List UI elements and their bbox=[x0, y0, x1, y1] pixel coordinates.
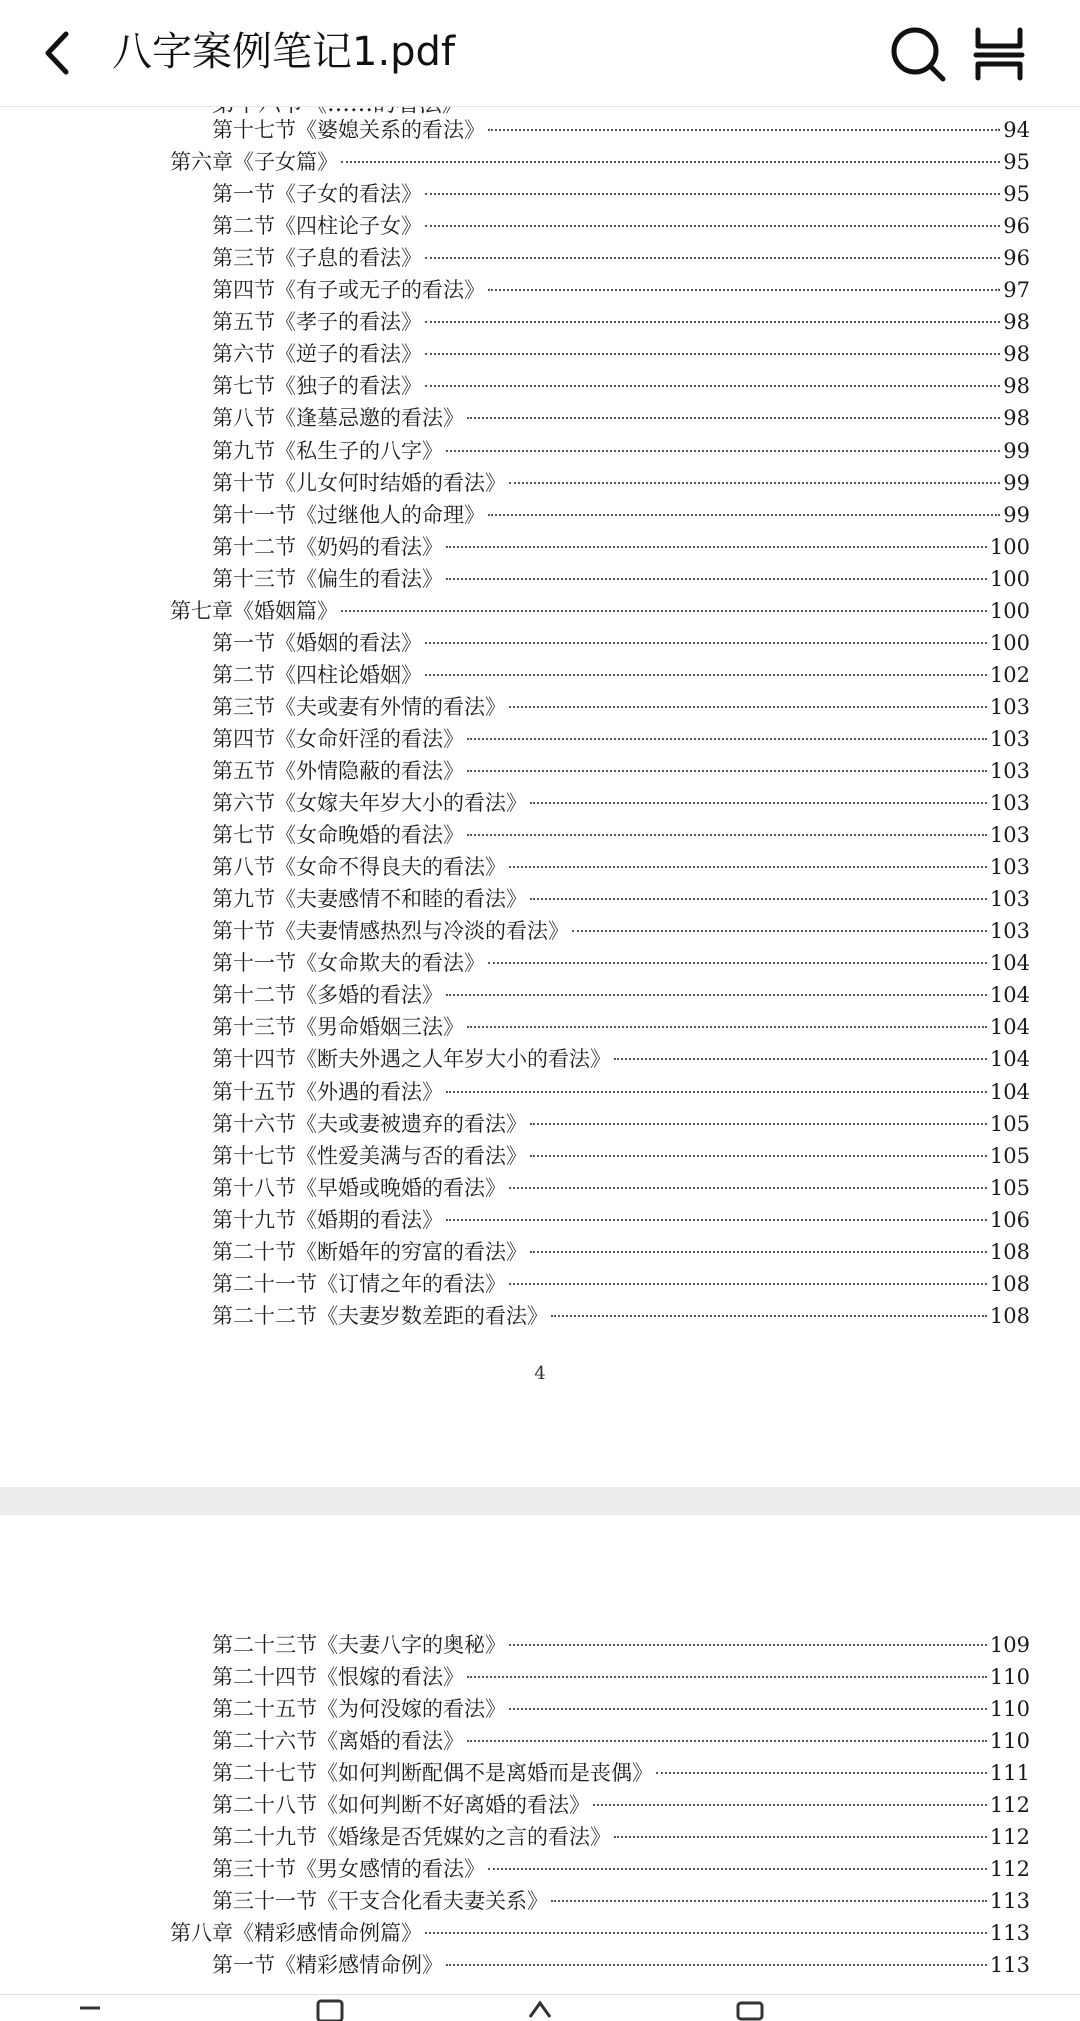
toc-entry-page-number: 103 bbox=[989, 759, 1030, 783]
toc-entry-label: 第十一节《女命欺夫的看法》 bbox=[212, 951, 485, 976]
toc-section-entry[interactable] bbox=[212, 467, 1030, 499]
toc-entry-page-number: 105 bbox=[989, 1143, 1030, 1168]
toc-leader-dots bbox=[530, 1251, 987, 1253]
toc-leader-dots bbox=[446, 546, 987, 548]
toc-entry-label: 第二十节《断婚年的穷富的看法》 bbox=[212, 1239, 527, 1264]
toc-entry-page-number: 108 bbox=[989, 1239, 1030, 1264]
toc-leader-dots bbox=[572, 930, 987, 932]
toc-leader-dots bbox=[509, 866, 987, 868]
toc-entry-page-number: 103 bbox=[989, 791, 1030, 816]
toc-leader-dots bbox=[551, 1900, 987, 1902]
toc-entry-page-number: 100 bbox=[989, 598, 1030, 623]
chevron-left-icon bbox=[34, 28, 84, 78]
toc-entry-page-number: 110 bbox=[989, 1729, 1030, 1753]
toc-entry-label: 第三节《子息的看法》 bbox=[212, 246, 422, 271]
toc-entry-page-number: 98 bbox=[1003, 406, 1030, 431]
toc-entry-label: 第一节《婚姻的看法》 bbox=[212, 630, 422, 655]
toc-entry-label: 第六节《女嫁夫年岁大小的看法》 bbox=[212, 791, 527, 816]
toc-entry-page-number: 100 bbox=[989, 534, 1030, 559]
toc-chapter-entry[interactable] bbox=[170, 146, 1030, 178]
toc-entry-label: 第二十四节《恨嫁的看法》 bbox=[212, 1665, 464, 1689]
toc-leader-dots bbox=[425, 353, 1000, 355]
toc-leader-dots bbox=[425, 674, 987, 676]
toc-entry-page-number: 113 bbox=[989, 1889, 1030, 1913]
toc-section-entry[interactable] bbox=[212, 1885, 1030, 1917]
toc-section-entry[interactable] bbox=[212, 1789, 1030, 1821]
toc-entry-page-number: 100 bbox=[989, 630, 1030, 655]
toc-section-entry[interactable] bbox=[212, 1853, 1030, 1885]
page-number: 4 bbox=[534, 1363, 546, 1384]
toc-section-entry[interactable] bbox=[212, 787, 1030, 819]
toc-entry-label: 第十三节《男命婚姻三法》 bbox=[212, 1015, 464, 1040]
toc-entry-page-number: 112 bbox=[989, 1857, 1030, 1881]
toc-entry-page-number: 106 bbox=[989, 1207, 1030, 1232]
toc-leader-dots bbox=[446, 578, 987, 580]
toc-leader-dots bbox=[446, 1091, 987, 1093]
toc-entry-page-number: 103 bbox=[989, 694, 1030, 719]
toc-entry-page-number: 103 bbox=[989, 855, 1030, 880]
toc-section-entry[interactable] bbox=[212, 1821, 1030, 1853]
toc-section-entry[interactable] bbox=[212, 338, 1030, 370]
toc-leader-dots bbox=[530, 898, 987, 900]
toc-leader-dots bbox=[509, 706, 987, 708]
toc-entry-page-number: 102 bbox=[989, 662, 1030, 687]
toc-entry-label: 第二十五节《为何没嫁的看法》 bbox=[212, 1697, 506, 1721]
toc-entry-label: 第十节《儿女何时结婚的看法》 bbox=[212, 470, 506, 495]
toc-entry-label: 第十节《夫妻情感热烈与冷淡的看法》 bbox=[212, 919, 569, 944]
toc-entry-page-number: 108 bbox=[989, 1303, 1030, 1328]
bookmark-icon[interactable] bbox=[310, 1999, 350, 2017]
toc-entry-page-number: 97 bbox=[1003, 278, 1030, 303]
toc-section-entry[interactable] bbox=[212, 531, 1030, 563]
toc-section-entry[interactable] bbox=[212, 210, 1030, 242]
back-button[interactable] bbox=[34, 28, 84, 78]
toc-leader-dots bbox=[656, 1772, 987, 1774]
toc-leader-dots bbox=[488, 129, 1000, 131]
toc-entry-label: 第十六节《夫或妻被遗弃的看法》 bbox=[212, 1111, 527, 1136]
toc-leader-dots bbox=[425, 1932, 987, 1934]
toc-leader-dots bbox=[509, 1187, 987, 1189]
toc-entry-label: 第二十三节《夫妻八字的奥秘》 bbox=[212, 1633, 506, 1657]
toc-entry-label: 第三十节《男女感情的看法》 bbox=[212, 1857, 485, 1881]
toc-entry-label: 第一节《子女的看法》 bbox=[212, 182, 422, 207]
toc-entry-page-number: 95 bbox=[1003, 150, 1030, 175]
toc-entry-label: 第四节《女命奸淫的看法》 bbox=[212, 726, 464, 751]
toc-section-entry[interactable] bbox=[212, 1757, 1030, 1789]
toc-section-entry[interactable] bbox=[212, 499, 1030, 531]
page-separator bbox=[0, 1487, 1080, 1515]
toc-entry-label: 第二十六节《离婚的看法》 bbox=[212, 1729, 464, 1753]
toc-leader-dots bbox=[509, 1708, 987, 1710]
toc-section-entry[interactable] bbox=[212, 1011, 1030, 1043]
bottom-toolbar bbox=[0, 1994, 1080, 2017]
toc-section-entry[interactable] bbox=[212, 723, 1030, 755]
toc-leader-dots bbox=[341, 161, 1000, 163]
toc-entry-label: 第六节《逆子的看法》 bbox=[212, 342, 422, 367]
toc-section-entry[interactable] bbox=[212, 1725, 1030, 1757]
toc-leader-dots bbox=[488, 1868, 987, 1870]
toc-entry-label: 第六章《子女篇》 bbox=[170, 150, 338, 175]
toc-entry-page-number: 98 bbox=[1003, 310, 1030, 335]
toc-entry-page-number: 103 bbox=[989, 919, 1030, 944]
toc-entry-label: 第二十七节《如何判断配偶不是离婚而是丧偶》 bbox=[212, 1761, 653, 1785]
toc-entry-label: 第七章《婚姻篇》 bbox=[170, 598, 338, 623]
toc-entry-label: 第八节《女命不得良夫的看法》 bbox=[212, 855, 506, 880]
toc-leader-dots bbox=[467, 738, 987, 740]
toc-entry-page-number: 94 bbox=[1003, 118, 1030, 142]
toc-section-entry[interactable] bbox=[212, 979, 1030, 1011]
toc-leader-dots bbox=[467, 770, 987, 772]
toc-leader-dots bbox=[593, 1804, 987, 1806]
toc-section-entry[interactable] bbox=[212, 1300, 1030, 1332]
toc-section-entry[interactable] bbox=[212, 178, 1030, 210]
toc-section-entry[interactable] bbox=[212, 915, 1030, 947]
toc-leader-dots bbox=[530, 1155, 987, 1157]
toc-entry-label: 第七节《独子的看法》 bbox=[212, 374, 422, 399]
toc-leader-dots bbox=[467, 1676, 987, 1678]
toc-section-entry[interactable] bbox=[212, 691, 1030, 723]
toc-entry-label: 第九节《私生子的八字》 bbox=[212, 438, 443, 463]
document-title: 八字案例笔记1.pdf bbox=[112, 29, 456, 75]
toc-leader-dots bbox=[425, 225, 1000, 227]
toc-section-entry[interactable] bbox=[212, 274, 1030, 306]
toc-section-entry[interactable] bbox=[212, 306, 1030, 338]
search-button[interactable] bbox=[888, 24, 948, 84]
toc-leader-dots bbox=[530, 1123, 987, 1125]
back-nav-icon[interactable] bbox=[70, 1999, 110, 2017]
toc-entry-label: 第十九节《婚期的看法》 bbox=[212, 1207, 443, 1232]
toc-entry-label: 第二十二节《夫妻岁数差距的看法》 bbox=[212, 1303, 548, 1328]
toc-leader-dots bbox=[614, 1836, 987, 1838]
toc-entry-label: 第二节《四柱论婚姻》 bbox=[212, 662, 422, 687]
toc-entry-label: 第十二节《多婚的看法》 bbox=[212, 983, 443, 1008]
toc-entry-label: 第五节《孝子的看法》 bbox=[212, 310, 422, 335]
toc-leader-dots bbox=[425, 642, 987, 644]
toc-entry-page-number: 112 bbox=[989, 1793, 1030, 1817]
toc-section-entry[interactable] bbox=[212, 1693, 1030, 1725]
toc-entry-page-number: 108 bbox=[989, 1271, 1030, 1296]
toc-entry-label: 第十二节《奶妈的看法》 bbox=[212, 534, 443, 559]
toc-entry-page-number: 104 bbox=[989, 1015, 1030, 1040]
toc-section-entry[interactable] bbox=[212, 1204, 1030, 1236]
toc-section-entry[interactable] bbox=[212, 659, 1030, 691]
toc-entry-label: 第五节《外情隐蔽的看法》 bbox=[212, 759, 464, 783]
toc-leader-dots bbox=[467, 1740, 987, 1742]
toc-entry-page-number: 95 bbox=[1003, 182, 1030, 207]
toc-entry-label: 第九节《夫妻感情不和睦的看法》 bbox=[212, 887, 527, 912]
toc-entry-page-number: 104 bbox=[989, 1079, 1030, 1104]
top-bar bbox=[0, 0, 1080, 107]
toc-leader-dots bbox=[509, 1644, 987, 1646]
toc-section-entry[interactable] bbox=[212, 883, 1030, 915]
toc-entry-label: 第十八节《早婚或晚婚的看法》 bbox=[212, 1175, 506, 1200]
toc-entry-page-number: 103 bbox=[989, 887, 1030, 912]
toc-leader-dots bbox=[425, 193, 1000, 195]
toc-leader-dots bbox=[425, 385, 1000, 387]
toc-section-entry[interactable] bbox=[212, 242, 1030, 274]
toc-leader-dots bbox=[446, 450, 1000, 452]
toc-entry-label: 第八章《精彩感情命例篇》 bbox=[170, 1921, 422, 1945]
toc-section-entry[interactable] bbox=[212, 370, 1030, 402]
toc-section-entry[interactable] bbox=[212, 947, 1030, 979]
toc-leader-dots bbox=[446, 1964, 987, 1966]
toc-entry-label: 第二节《四柱论子女》 bbox=[212, 214, 422, 239]
toc-section-entry[interactable] bbox=[212, 114, 1030, 146]
toc-entry-page-number: 113 bbox=[989, 1921, 1030, 1945]
toc-section-entry[interactable] bbox=[212, 1236, 1030, 1268]
edit-icon[interactable] bbox=[520, 1999, 560, 2017]
pdf-page-5 bbox=[0, 1515, 1080, 2016]
toc-leader-dots bbox=[341, 610, 987, 612]
toc-leader-dots bbox=[446, 994, 987, 996]
toc-entry-label: 第四节《有子或无子的看法》 bbox=[212, 278, 485, 303]
toc-entry-page-number: 112 bbox=[989, 1825, 1030, 1849]
toc-entry-page-number: 104 bbox=[989, 983, 1030, 1008]
toc-leader-dots bbox=[467, 1026, 987, 1028]
toc-section-entry[interactable] bbox=[212, 1076, 1030, 1108]
toc-section-entry[interactable] bbox=[212, 435, 1030, 467]
toc-entry-page-number: 105 bbox=[989, 1111, 1030, 1136]
toc-entry-label: 第八节《逢墓忌邀的看法》 bbox=[212, 406, 464, 431]
toc-leader-dots bbox=[467, 834, 987, 836]
toc-section-entry[interactable] bbox=[212, 563, 1030, 595]
toc-entry-page-number: 111 bbox=[989, 1761, 1030, 1785]
toc-section-entry[interactable] bbox=[212, 627, 1030, 659]
toc-entry-page-number: 110 bbox=[989, 1697, 1030, 1721]
toc-section-entry[interactable] bbox=[212, 1108, 1030, 1140]
toc-leader-dots bbox=[488, 962, 987, 964]
toc-chapter-entry[interactable] bbox=[170, 595, 1030, 627]
toc-entry-page-number: 99 bbox=[1003, 470, 1030, 495]
toc-entry-page-number: 105 bbox=[989, 1175, 1030, 1200]
toc-entry-label: 第十三节《偏生的看法》 bbox=[212, 566, 443, 591]
toc-section-entry[interactable] bbox=[212, 851, 1030, 883]
toc-entry-label: 第一节《精彩感情命例》 bbox=[212, 1953, 443, 1977]
toc-leader-dots bbox=[488, 289, 1000, 291]
toc-entry-label: 第十四节《断夫外遇之人年岁大小的看法》 bbox=[212, 1047, 611, 1072]
toc-section-entry[interactable] bbox=[212, 1140, 1030, 1172]
layout-toggle-icon bbox=[970, 24, 1028, 84]
toc-leader-dots bbox=[488, 514, 1000, 516]
toc-section-entry[interactable] bbox=[212, 1661, 1030, 1693]
toc-entry-page-number: 100 bbox=[989, 566, 1030, 591]
toc-leader-dots bbox=[530, 802, 987, 804]
toc-entry-label: 第十一节《过继他人的命理》 bbox=[212, 502, 485, 527]
toc-entry-page-number: 104 bbox=[989, 951, 1030, 976]
toc-entry-page-number: 98 bbox=[1003, 374, 1030, 399]
toc-entry-page-number: 113 bbox=[989, 1953, 1030, 1977]
toc-entry-label: 第十五节《外遇的看法》 bbox=[212, 1079, 443, 1104]
toc-leader-dots bbox=[614, 1058, 987, 1060]
toc-entry-label: 第二十九节《婚缘是否凭媒妁之言的看法》 bbox=[212, 1825, 611, 1849]
toc-section-entry[interactable] bbox=[212, 1268, 1030, 1300]
toc-entry-label: 第二十八节《如何判断不好离婚的看法》 bbox=[212, 1793, 590, 1817]
toc-leader-dots bbox=[509, 1283, 987, 1285]
toc-entry-page-number: 96 bbox=[1003, 214, 1030, 239]
toc-entry-label: 第十七节《婆媳关系的看法》 bbox=[212, 118, 485, 142]
toc-entry-page-number: 99 bbox=[1003, 502, 1030, 527]
layout-toggle-button[interactable] bbox=[970, 24, 1028, 84]
toc-chapter-entry[interactable] bbox=[170, 1917, 1030, 1949]
toc-leader-dots bbox=[425, 321, 1000, 323]
pdf-page-4 bbox=[0, 90, 1080, 1487]
toc-entry-label: 第三节《夫或妻有外情的看法》 bbox=[212, 694, 506, 719]
toc-entry-page-number: 103 bbox=[989, 726, 1030, 751]
share-icon[interactable] bbox=[730, 1999, 770, 2017]
toc-entry-page-number: 104 bbox=[989, 1047, 1030, 1072]
toc-leader-dots bbox=[467, 417, 1000, 419]
toc-section-entry[interactable] bbox=[212, 819, 1030, 851]
toc-section-entry[interactable] bbox=[212, 755, 1030, 787]
toc-entry-label: 第二十一节《订情之年的看法》 bbox=[212, 1271, 506, 1296]
toc-section-entry[interactable] bbox=[212, 402, 1030, 434]
toc-entry-page-number: 103 bbox=[989, 823, 1030, 848]
toc-section-entry[interactable] bbox=[212, 1043, 1030, 1075]
toc-leader-dots bbox=[425, 257, 1000, 259]
toc-section-entry[interactable] bbox=[212, 1172, 1030, 1204]
toc-entry-page-number: 98 bbox=[1003, 342, 1030, 367]
search-icon bbox=[888, 24, 948, 84]
toc-section-entry[interactable] bbox=[212, 1629, 1030, 1661]
toc-section-entry[interactable] bbox=[212, 1949, 1030, 1981]
toc-entry-page-number: 109 bbox=[989, 1633, 1030, 1657]
toc-entry-page-number: 99 bbox=[1003, 438, 1030, 463]
toc-entry-page-number: 96 bbox=[1003, 246, 1030, 271]
toc-leader-dots bbox=[446, 1219, 987, 1221]
toc-entry-label: 第十七节《性爱美满与否的看法》 bbox=[212, 1143, 527, 1168]
toc-entry-page-number: 110 bbox=[989, 1665, 1030, 1689]
toc-entry-label: 第七节《女命晚婚的看法》 bbox=[212, 823, 464, 848]
toc-entry-label: 第三十一节《干支合化看夫妻关系》 bbox=[212, 1889, 548, 1913]
toc-leader-dots bbox=[551, 1315, 987, 1317]
toc-leader-dots bbox=[509, 482, 1000, 484]
